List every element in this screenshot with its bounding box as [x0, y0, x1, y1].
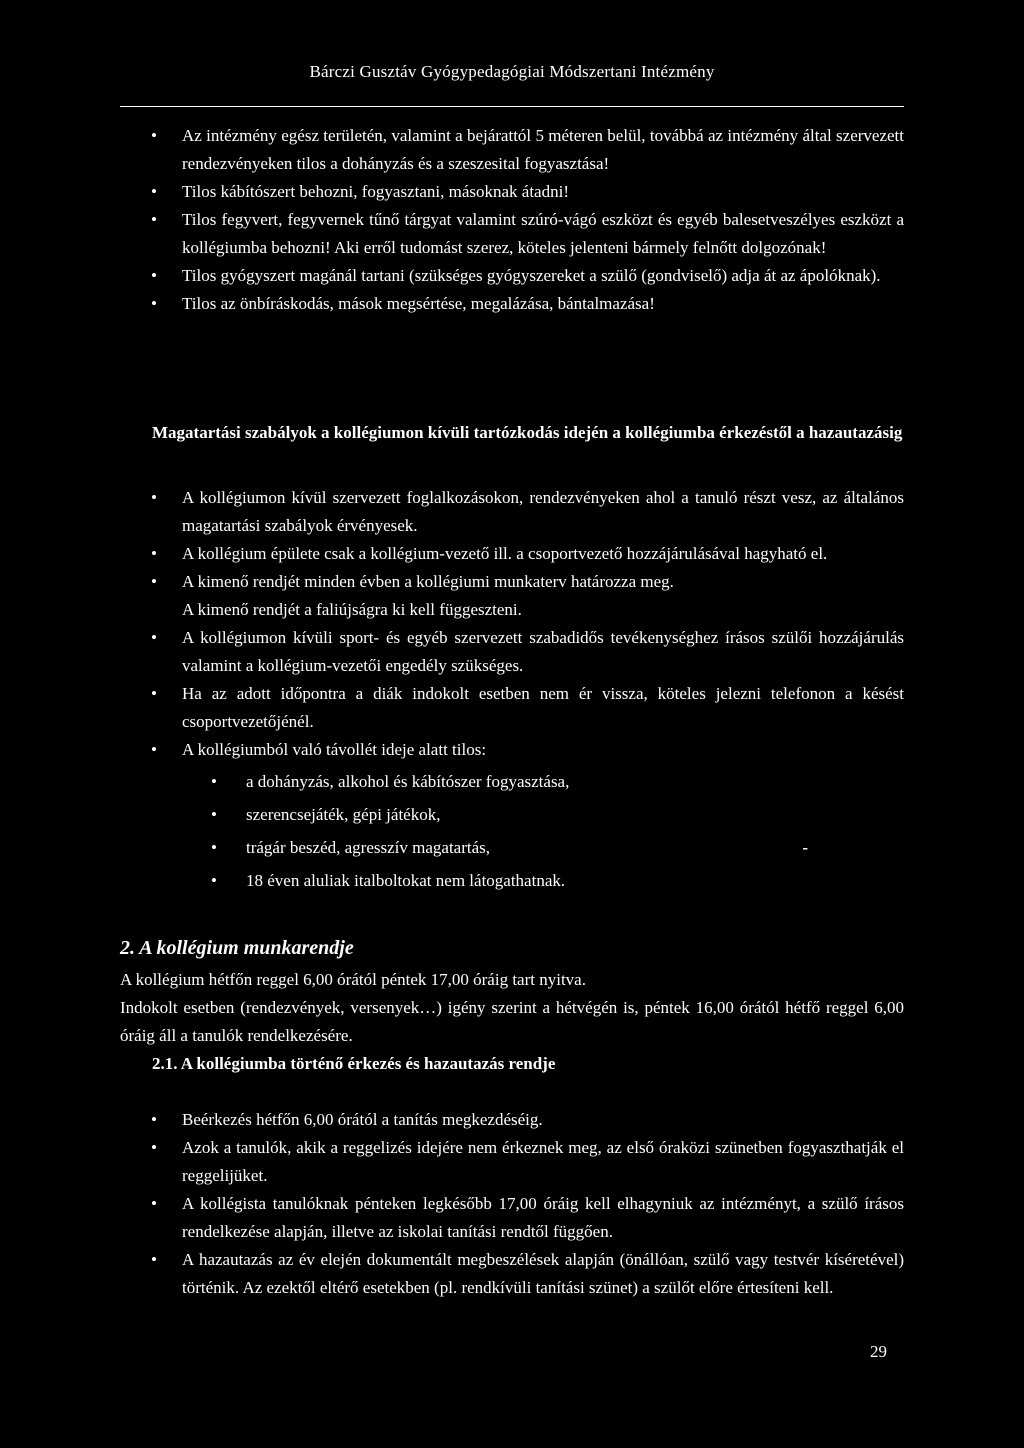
paragraph: A kollégium hétfőn reggel 6,00 órától péntek 17,00 óráig tart nyitva. [120, 970, 586, 989]
list-item-text: A kimenő rendjét a faliújságra ki kell függeszteni. [182, 600, 522, 619]
list-item: • A kollégiumon kívül szervezett foglalkozásokon, rendezvényeken ahol a tanuló részt vesz, az általános magatartási szabályok érvényesek. [120, 484, 904, 540]
page-header-title: Bárczi Gusztáv Gyógypedagógiai Módszertani Intézmény [309, 62, 715, 81]
behavior-rules-block [120, 484, 904, 897]
dash-mark: - [802, 838, 808, 857]
header-divider [120, 106, 904, 107]
behavior-rules-list [120, 484, 904, 764]
arrival-departure-list [120, 1106, 904, 1302]
sub-list-item: • szerencsejáték, gépi játékok, [120, 798, 904, 831]
list-item: • A kollégium épülete csak a kollégium-vezető ill. a csoportvezető hozzájárulásával hagyható el. [120, 540, 904, 568]
prohibitions-list [120, 122, 904, 318]
list-item: • Tilos az önbíráskodás, mások megsértése, megalázása, bántalmazása! [120, 290, 904, 318]
list-item: • Tilos gyógyszert magánál tartani (szükséges gyógyszereket a szülő (gondviselő) adja át az ápolóknak). [120, 262, 904, 290]
list-item: • A hazautazás az év elején dokumentált megbeszélések alapján (önállóan, szülő vagy testvér kíséretével) történik. Az ezektől eltérő esetekben (pl. rendkívüli tanítási szünet) a szülőt előre értesíteni kell. [120, 1246, 904, 1302]
sub-list-item-text: trágár beszéd, agresszív magatartás, [246, 838, 491, 857]
list-item: • Tilos kábítószert behozni, fogyasztani, másoknak átadni! [120, 178, 904, 206]
paragraph: Indokolt esetben (rendezvények, versenyek…) igény szerint a hétvégén is, péntek 16,00 órától hétfő reggel 6,00 óráig áll a tanulók rendelkezésére. [120, 998, 904, 1045]
list-item: • A kollégista tanulóknak pénteken legkésőbb 17,00 óráig kell elhagyniuk az intézményt, a szülő írásos rendelkezése alapján, illetve az iskolai tanítási rendtől függően. [120, 1190, 904, 1246]
sub-list-item [120, 831, 904, 864]
arrival-departure-block [120, 1106, 904, 1302]
list-item: • Az intézmény egész területén, valamint a bejárattól 5 méteren belül, továbbá az intézmény által szervezett rendezvényeken tilos a dohányzás és a szeszesital fogyasztása! [120, 122, 904, 178]
list-item: • Ha az adott időpontra a diák indokolt esetben nem ér vissza, köteles jelezni telefonon a késést csoportvezetőjénél. [120, 680, 904, 736]
page-number: 29 [870, 1342, 887, 1361]
list-item: • A kollégiumból való távollét ideje alatt tilos: [120, 736, 904, 764]
sub-list-item: • a dohányzás, alkohol és kábítószer fogyasztása, [120, 765, 904, 798]
work-schedule-heading: 2. A kollégium munkarendje [120, 937, 354, 959]
list-item: • A kollégiumon kívüli sport- és egyéb szervezett szabadidős tevékenységhez írásos szülői hozzájárulás valamint a kollégium-vezetői engedély szükséges. [120, 624, 904, 680]
list-item-text: A kimenő rendjét minden évben a kollégiumi munkaterv határozza meg. [182, 572, 674, 591]
list-item: • Tilos fegyvert, fegyvernek tűnő tárgyat valamint szúró-vágó eszközt és egyéb balesetveszélyes eszközt a kollégiumba behozni! Aki erről tudomást szerez, köteles jelenteni bármely felnőtt dolgozónak! [120, 206, 904, 262]
list-item [120, 568, 904, 624]
absence-prohibitions-sublist [120, 765, 904, 897]
list-item: • Azok a tanulók, akik a reggelizés idejére nem érkeznek meg, az első óraközi szünetben fogyaszthatják el reggelijüket. [120, 1134, 904, 1190]
prohibitions-list-block [120, 122, 904, 318]
sub-list-item: • 18 éven aluliak italboltokat nem látogathatnak. [120, 864, 904, 897]
behavior-rules-heading: Magatartási szabályok a kollégiumon kívüli tartózkodás idején a kollégiumba érkezéstől a hazautazásig [152, 423, 903, 442]
list-item: • Beérkezés hétfőn 6,00 órától a tanítás megkezdéséig. [120, 1106, 904, 1134]
work-schedule-text [120, 966, 904, 1050]
arrival-departure-subheading: 2.1. A kollégiumba történő érkezés és hazautazás rendje [152, 1054, 556, 1073]
